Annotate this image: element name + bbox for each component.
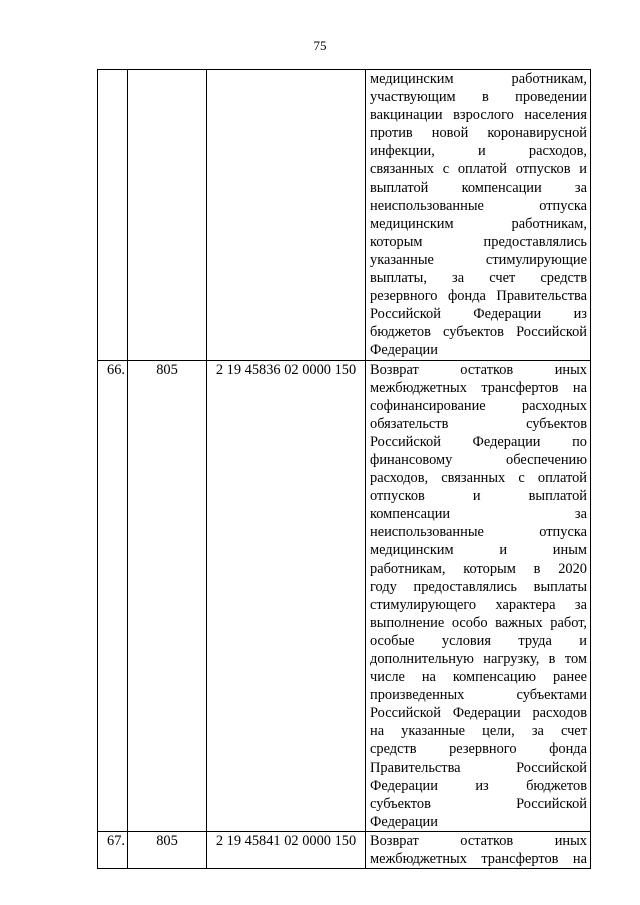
- description-line: Российской Федерации по: [370, 433, 587, 450]
- description-line: связанных с оплатой отпусков и: [370, 161, 587, 178]
- description-line: бюджетов субъектов Российской: [370, 324, 587, 341]
- budget-classification-code: 2 19 45841 02 0000 150: [207, 831, 366, 868]
- description-line: обязательств субъектов: [370, 415, 587, 432]
- description-line: выплатой компенсации за: [370, 179, 587, 196]
- description-line: медицинским и иным: [370, 542, 587, 559]
- description-line: межбюджетных трансфертов на: [370, 851, 587, 868]
- description-line: средств резервного фонда: [370, 741, 587, 758]
- description-line: неиспользованные отпуска: [370, 524, 587, 541]
- table-row: [98, 360, 591, 831]
- description-line: медицинским работникам,: [370, 215, 587, 232]
- description-line: неиспользованные отпуска: [370, 197, 587, 214]
- budget-code-table: [97, 69, 591, 869]
- administrator-code: 805: [128, 360, 207, 831]
- row-number: 66.: [98, 360, 128, 831]
- description-line: резервного фонда Правительства: [370, 288, 587, 305]
- description-line: особые условия труда и: [370, 632, 587, 649]
- budget-classification-code: [207, 70, 366, 361]
- description-line: отпусков и выплатой: [370, 488, 587, 505]
- description-line: году предоставлялись выплаты: [370, 578, 587, 595]
- description-line: стимулирующего характера за: [370, 596, 587, 613]
- description-line: Федерации: [370, 342, 438, 359]
- budget-classification-code: 2 19 45836 02 0000 150: [207, 360, 366, 831]
- description-line: межбюджетных трансфертов на: [370, 379, 587, 396]
- description-line: работникам, которым в 2020: [370, 560, 587, 577]
- description-line: компенсации за: [370, 506, 587, 523]
- income-description: [366, 831, 591, 868]
- table-row: [98, 70, 591, 361]
- description-line: произведенных субъектами: [370, 687, 587, 704]
- description-line: софинансирование расходных: [370, 397, 587, 414]
- description-line: инфекции, и расходов,: [370, 143, 587, 160]
- description-line: Федерации: [370, 813, 438, 830]
- description-line: медицинским работникам,: [370, 71, 587, 87]
- income-description: [366, 70, 591, 361]
- description-line: вакцинации взрослого населения: [370, 107, 587, 124]
- description-line: числе на компенсацию ранее: [370, 669, 587, 686]
- description-line: Правительства Российской: [370, 759, 587, 776]
- row-number: [98, 70, 128, 361]
- description-line: указанные стимулирующие: [370, 251, 587, 268]
- page-number: 75: [313, 38, 327, 53]
- description-line: Возврат остатков иных: [370, 361, 587, 378]
- description-line: Федерации из бюджетов: [370, 777, 587, 794]
- description-line: на указанные цели, за счет: [370, 723, 587, 740]
- description-line: против новой коронавирусной: [370, 125, 587, 142]
- table-row: [98, 831, 591, 868]
- description-line: расходов, связанных с оплатой: [370, 470, 587, 487]
- description-line: выплаты, за счет средств: [370, 270, 587, 287]
- description-line: Российской Федерации из: [370, 306, 587, 323]
- description-line: которым предоставлялись: [370, 233, 587, 250]
- administrator-code: [128, 70, 207, 361]
- administrator-code: 805: [128, 831, 207, 868]
- description-line: выполнение особо важных работ,: [370, 614, 587, 631]
- income-description: [366, 360, 591, 831]
- row-number: 67.: [98, 831, 128, 868]
- description-line: субъектов Российской: [370, 795, 587, 812]
- description-line: Возврат остатков иных: [370, 832, 587, 849]
- description-line: финансовому обеспечению: [370, 451, 587, 468]
- description-line: участвующим в проведении: [370, 89, 587, 106]
- description-line: дополнительную нагрузку, в том: [370, 651, 587, 667]
- description-line: Российской Федерации расходов: [370, 705, 587, 722]
